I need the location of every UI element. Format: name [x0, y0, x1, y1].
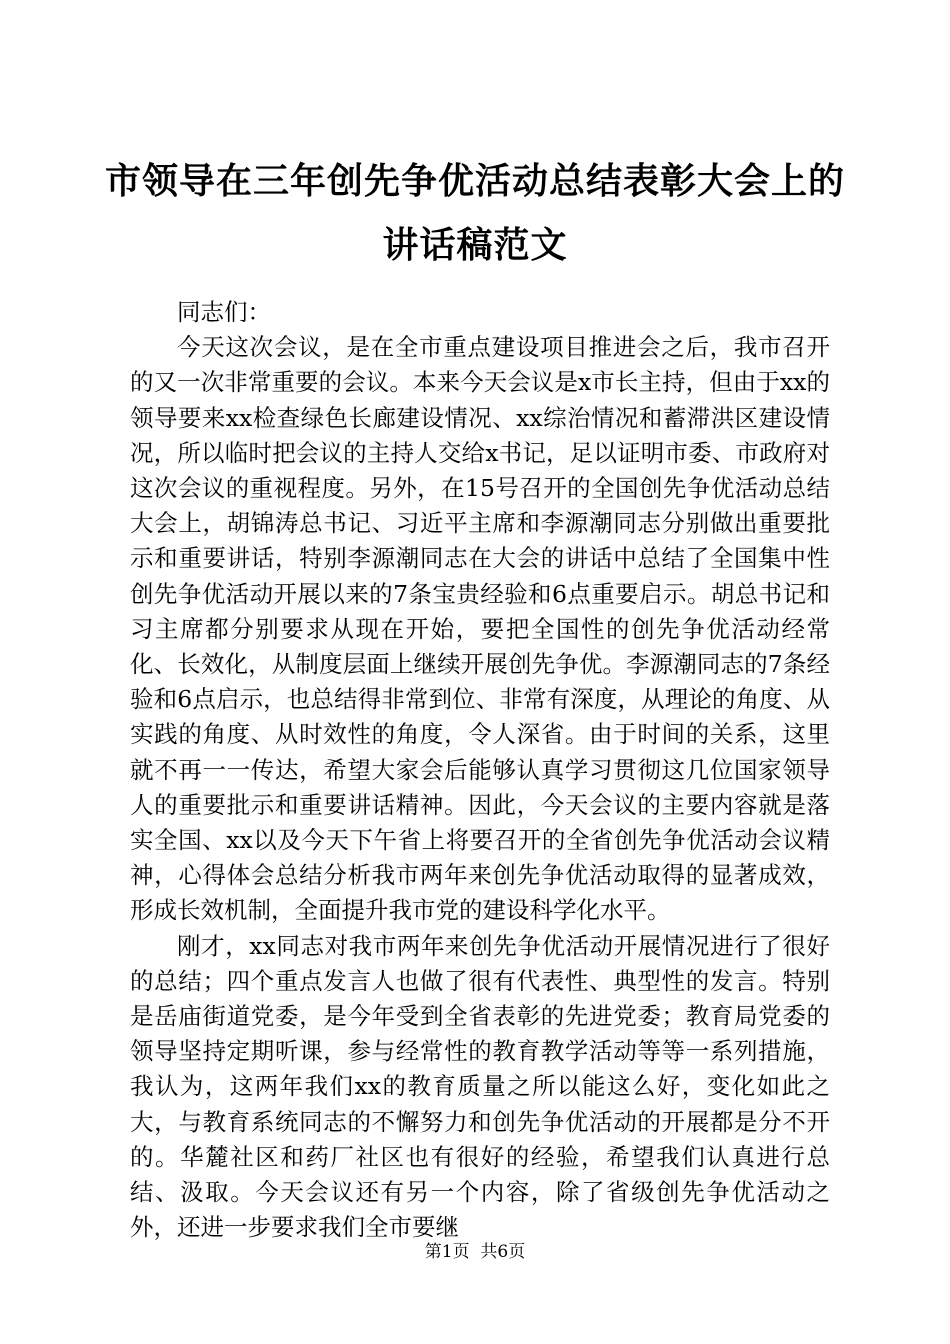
document-title	[100, 150, 850, 278]
title-line-1: 市领导在三年创先争优活动总结表彰大会上的	[104, 161, 845, 202]
page-total: 共6页	[480, 1242, 526, 1262]
paragraph-2: 刚才，xx同志对我市两年来创先争优活动开展情况进行了很好的总结；四个重点发言人也做了很有代表性、典型性的发言。特别是岳庙街道党委，是今年受到全省表彰的先进党委；教育局党委的领导坚持定期听课，参与经常性的教育教学活动等等一系列措施，我认为，这两年我们xx的教育质量之所以能这么好，变化如此之大，与教育系统同志的不懈努力和创先争优活动的开展都是分不开的。华麓社区和药厂社区也有很好的经验，希望我们认真进行总结、汲取。今天会议还有另一个内容，除了省级创先争优活动之外，还进一步要求我们全市要继	[130, 931, 830, 1242]
title-line-2: 讲话稿范文	[382, 225, 568, 266]
document-body	[130, 295, 830, 1245]
page-footer	[0, 1240, 950, 1264]
page-number: 第1页	[424, 1242, 470, 1262]
paragraph-1: 今天这次会议，是在全市重点建设项目推进会之后，我市召开的又一次非常重要的会议。本来今天会议是x市长主持，但由于xx的领导要来xx检查绿色长廊建设情况、xx综治情况和蓄滞洪区建设情况，所以临时把会议的主持人交给x书记，足以证明市委、市政府对这次会议的重视程度。另外，在15号召开的全国创先争优活动总结大会上，胡锦涛总书记、习近平主席和李源潮同志分别做出重要批示和重要讲话，特别李源潮同志在大会的讲话中总结了全国集中性创先争优活动开展以来的7条宝贵经验和6点重要启示。胡总书记和习主席都分别要求从现在开始，要把全国性的创先争优活动经常化、长效化，从制度层面上继续开展创先争优。李源潮同志的7条经验和6点启示，也总结得非常到位、非常有深度，从理论的角度、从实践的角度、从时效性的角度，令人深省。由于时间的关系，这里就不再一一传达，希望大家会后能够认真学习贯彻这几位国家领导人的重要批示和重要讲话精神。因此，今天会议的主要内容就是落实全国、xx以及今天下午省上将要召开的全省创先争优活动会议精神，心得体会总结分析我市两年来创先争优活动取得的显著成效，形成长效机制，全面提升我市党的建设科学化水平。	[130, 333, 830, 925]
salutation: 同志们：	[177, 298, 271, 326]
